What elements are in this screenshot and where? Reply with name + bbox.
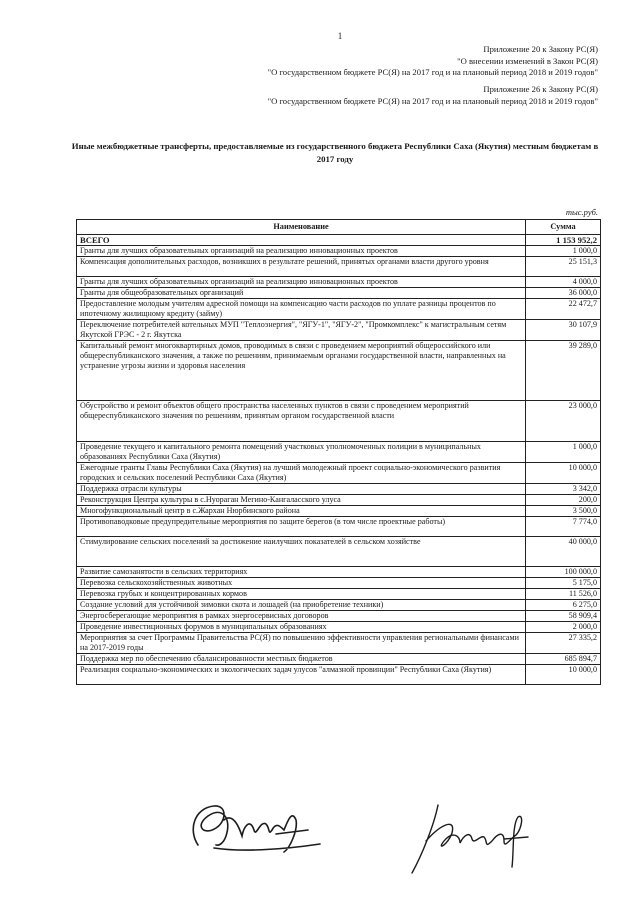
table-row	[77, 622, 601, 633]
table-row	[77, 495, 601, 506]
header-name: Наименование	[77, 220, 526, 235]
table-row	[77, 578, 601, 589]
row-sum: 1 000,0	[526, 246, 601, 257]
signature-right	[400, 795, 540, 880]
row-sum: 685 894,7	[526, 654, 601, 665]
row-sum: 36 000,0	[526, 288, 601, 299]
row-sum: 22 472,7	[526, 299, 601, 320]
row-name: Перевозка сельскохозяйственных животных	[77, 578, 526, 589]
row-name: Мероприятия за счет Программы Правительства РС(Я) по повышению эффективности управления региональными финансами на 2017-2019 годы	[77, 633, 526, 654]
table-row	[77, 484, 601, 495]
row-name: Предоставление молодым учителям адресной помощи на компенсацию части расходов по уплате разницы процентов по ипотечному жилищному кредиту (займу)	[77, 299, 526, 320]
row-name: Перевозка грубых и концентрированных кормов	[77, 589, 526, 600]
row-name: Развитие самозанятости в сельских территориях	[77, 567, 526, 578]
table-row	[77, 611, 601, 622]
table-row	[77, 401, 601, 442]
row-name: Энергосберегающие мероприятия в рамках энергосервисных договоров	[77, 611, 526, 622]
row-sum: 27 335,2	[526, 633, 601, 654]
row-sum: 11 526,0	[526, 589, 601, 600]
row-sum: 6 275,0	[526, 600, 601, 611]
table-row	[77, 320, 601, 341]
appendix-20-line-1: Приложение 20 к Закону РС(Я)	[483, 44, 598, 54]
document-title: Иные межбюджетные трансферты, предоставляемые из государственного бюджета Республики Саха (Якутия) местным бюджетам в 2017 году	[71, 141, 599, 164]
row-name: Гранты для лучших образовательных организаций на реализацию инновационных проектов	[77, 277, 526, 288]
row-name: Гранты для лучших образовательных организаций на реализацию инновационных проектов	[77, 246, 526, 257]
total-row	[77, 235, 601, 246]
row-name: Реализация социально-экономических и экологических задач улусов "алмазной провинции" Республики Саха (Якутия)	[77, 665, 526, 685]
table-row	[77, 257, 601, 277]
row-sum: 39 289,0	[526, 341, 601, 401]
row-name: Ежегодные гранты Главы Республики Саха (Якутия) на лучший молодежный проект социально-экономического развития городских и сельских поселений Республики Саха (Якутия)	[77, 463, 526, 484]
row-name: Переключение потребителей котельных МУП "Теплоэнергия", "ЯГУ-1", "ЯГУ-2", "Промкомплекс" к магистральным сетям Якутской ГРЭС - 2 г. Якутска	[77, 320, 526, 341]
row-sum: 2 000,0	[526, 622, 601, 633]
table-row	[77, 589, 601, 600]
row-sum: 3 500,0	[526, 506, 601, 517]
row-sum: 25 151,3	[526, 257, 601, 277]
transfers-table	[76, 219, 601, 685]
row-sum: 100 000,0	[526, 567, 601, 578]
row-name: Проведение инвестиционных форумов в муниципальных образованиях	[77, 622, 526, 633]
page-number: 1	[337, 31, 343, 41]
row-sum: 1 000,0	[526, 442, 601, 463]
units-label: тыс.руб.	[565, 207, 598, 217]
total-sum: 1 153 952,2	[526, 235, 601, 246]
table-row	[77, 600, 601, 611]
table-row	[77, 299, 601, 320]
table-row	[77, 506, 601, 517]
table-row	[77, 633, 601, 654]
table-row	[77, 537, 601, 567]
table-row	[77, 288, 601, 299]
header-sum: Сумма	[526, 220, 601, 235]
row-sum: 58 909,4	[526, 611, 601, 622]
row-name: Стимулирование сельских поселений за достижение наилучших показателей в сельском хозяйстве	[77, 537, 526, 567]
row-sum: 10 000,0	[526, 463, 601, 484]
row-sum: 200,0	[526, 495, 601, 506]
row-name: Поддержка отрасли культуры	[77, 484, 526, 495]
row-sum: 40 000,0	[526, 537, 601, 567]
appendix-20-line-3: "О государственном бюджете РС(Я) на 2017 год и на плановый период 2018 и 2019 годов"	[267, 67, 598, 77]
row-name: Противопаводковые предупредительные мероприятия по защите берегов (в том числе проектные работы)	[77, 517, 526, 537]
row-sum: 10 000,0	[526, 665, 601, 685]
table-row	[77, 277, 601, 288]
table-row	[77, 463, 601, 484]
row-name: Многофункциональный центр в с.Жархан Нюрбинского района	[77, 506, 526, 517]
row-name: Создание условий для устойчивой зимовки скота и лошадей (на приобретение техники)	[77, 600, 526, 611]
appendix-26-line-1: Приложение 26 к Закону РС(Я)	[483, 84, 598, 94]
row-sum: 5 175,0	[526, 578, 601, 589]
row-name: Обустройство и ремонт объектов общего пространства населенных пунктов в связи с проведением мероприятий общереспубликанского значения по решениям, принятым органом государственной власти	[77, 401, 526, 442]
signature-left	[180, 790, 330, 860]
table-row	[77, 442, 601, 463]
table-row	[77, 654, 601, 665]
table-header-row	[77, 220, 601, 235]
row-sum: 7 774,0	[526, 517, 601, 537]
appendix-26-heading	[268, 84, 598, 107]
row-name: Реконструкция Центра культуры в с.Нуораган Мегино-Кангаласского улуса	[77, 495, 526, 506]
row-name: Компенсация дополнительных расходов, возникших в результате решений, принятых органами власти другого уровня	[77, 257, 526, 277]
appendix-26-line-2: "О государственном бюджете РС(Я) на 2017 год и на плановый период 2018 и 2019 годов"	[267, 95, 598, 106]
table-row	[77, 567, 601, 578]
table-row	[77, 665, 601, 685]
table-body	[77, 235, 601, 685]
row-name: Гранты для общеобразовательных организаций	[77, 288, 526, 299]
appendix-20-heading	[268, 44, 598, 79]
row-sum: 4 000,0	[526, 277, 601, 288]
row-sum: 3 342,0	[526, 484, 601, 495]
row-sum: 30 107,9	[526, 320, 601, 341]
row-name: Поддержка мер по обеспечению сбалансированности местных бюджетов	[77, 654, 526, 665]
row-sum: 23 000,0	[526, 401, 601, 442]
row-name: Капитальный ремонт многоквартирных домов, проводимых в связи с проведением мероприятий общероссийского или общереспубликанского значения, а также по решениям, принимаемым органами государственной власти, направленных на устранение угрозы жизни и здоровья населения	[77, 341, 526, 401]
table-row	[77, 246, 601, 257]
table-row	[77, 341, 601, 401]
total-label: ВСЕГО	[77, 235, 526, 246]
table-row	[77, 517, 601, 537]
row-name: Проведение текущего и капитального ремонта помещений участковых уполномоченных полиции в муниципальных образованиях Республики Саха (Якутия)	[77, 442, 526, 463]
appendix-20-line-2: "О внесении изменений в Закон РС(Я)	[457, 55, 598, 66]
